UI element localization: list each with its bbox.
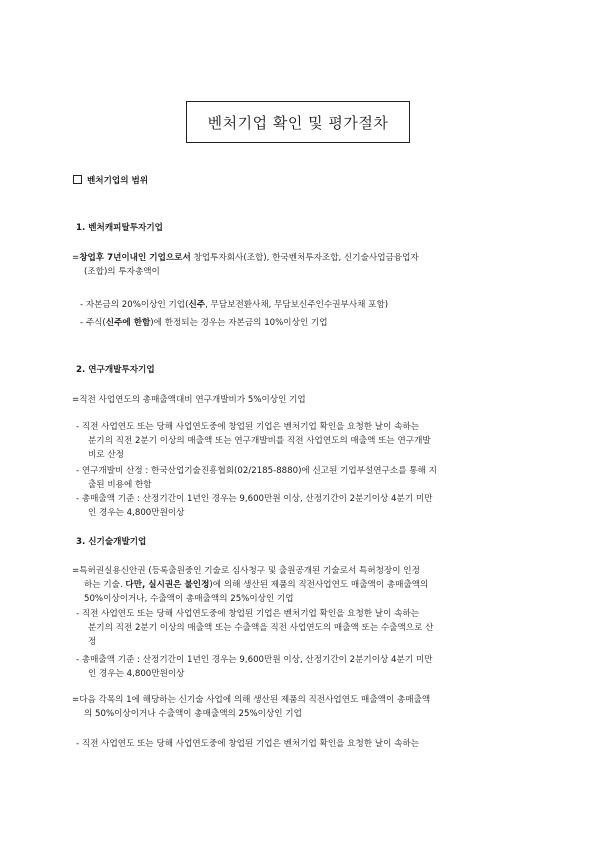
section-3-bullet-1: - 직전 사업연도 또는 당해 사업연도중에 창업된 기업은 벤처기업 확인을 요청한 날이 속하는	[76, 609, 420, 619]
section-3-para-2-cont: 의 50%이상이거나 수출액이 총매출액의 25%이상인 기업	[84, 709, 302, 719]
section-2-bullet-2: - 연구개발비 산정 : 한국산업기술진흥협회(02/2185-8880)에 신고된 기업부설연구소를 통해 지	[76, 466, 437, 476]
section-3-bullet-1-cont: 분기의 직전 2분기 이상의 매출액 또는 수출액을 직전 사업연도의 매출액 또는 수출액으로 산	[88, 623, 434, 633]
section-3-bullet-3: - 직전 사업연도 또는 당해 사업연도중에 창업된 기업은 벤처기업 확인을 요청한 날이 속하는	[76, 739, 420, 749]
section-3-heading: 3. 신기술개발기업	[76, 537, 147, 547]
section-1-bullet-1: - 자본금의 20%이상인 기업(신주, 무담보전환사채, 무담보신주인수권부사채 포함)	[80, 300, 389, 310]
section-3-para-2: =다음 각목의 1에 해당하는 신기술 사업에 의해 생산된 제품의 직전사업연도 매출액이 총매출액	[72, 695, 431, 705]
section-2-heading: 2. 연구개발투자기업	[76, 365, 155, 375]
section-2-bullet-1-cont: 비로 산정	[88, 450, 124, 460]
section-1-bullet-2: - 주식(신주에 한함)에 한정되는 경우는 자본금의 10%이상인 기업	[80, 318, 328, 328]
scope-heading: 벤처기업의 범위	[87, 176, 149, 186]
section-3-para-cont: 50%이상이거나, 수출액이 총매출액의 25%이상인 기업	[84, 594, 294, 604]
section-1-para: =창업후 7년이내인 기업으로서 창업투자회사(조합), 한국벤처투자조합, 신기술사업금융업자	[72, 253, 419, 263]
section-2-bullet-2-cont: 출된 비용에 한함	[88, 480, 152, 490]
section-3-bullet-2-cont: 인 경우는 4,800만원이상	[88, 669, 185, 679]
section-3-para-cont: 하는 기술. 다만, 실시권은 불인정)에 의해 생산된 제품의 직전사업연도 매출액이 총매출액의	[84, 580, 429, 590]
scope-heading-line	[73, 175, 148, 187]
section-2-bullet-3-cont: 인 경우는 4,800만원이상	[88, 508, 185, 518]
section-2-bullet-1-cont: 분기의 직전 2분기 이상의 매출액 또는 연구개발비를 직전 사업연도의 매출액 또는 연구개발	[88, 436, 431, 446]
section-2-bullet-3: - 총매출액 기준 : 산정기간이 1년인 경우는 9,600만원 이상, 산정기간이 2분기이상 4분기 미만	[76, 494, 433, 504]
section-1-heading: 1. 벤처캐피탈투자기업	[76, 223, 163, 233]
section-3-bullet-2: - 총매출액 기준 : 산정기간이 1년인 경우는 9,600만원 이상, 산정기간이 2분기이상 4분기 미만	[76, 655, 433, 665]
square-bullet-icon	[73, 175, 82, 184]
section-2-bullet-1: - 직전 사업연도 또는 당해 사업연도중에 창업된 기업은 벤처기업 확인을 요청한 날이 속하는	[76, 422, 420, 432]
section-3-bullet-1-cont: 정	[88, 637, 97, 647]
document-title: 벤처기업 확인 및 평가절차	[186, 101, 410, 143]
section-3-para: =특허권실용신안권 (등록출원중인 기술로 심사청구 및 출원공개된 기술로서 특허청장이 인정	[72, 566, 420, 576]
section-2-para: =직전 사업연도의 총매출액대비 연구개발비가 5%이상인 기업	[72, 395, 306, 405]
section-1-para-cont: (조합)의 투자총액이	[84, 267, 160, 277]
